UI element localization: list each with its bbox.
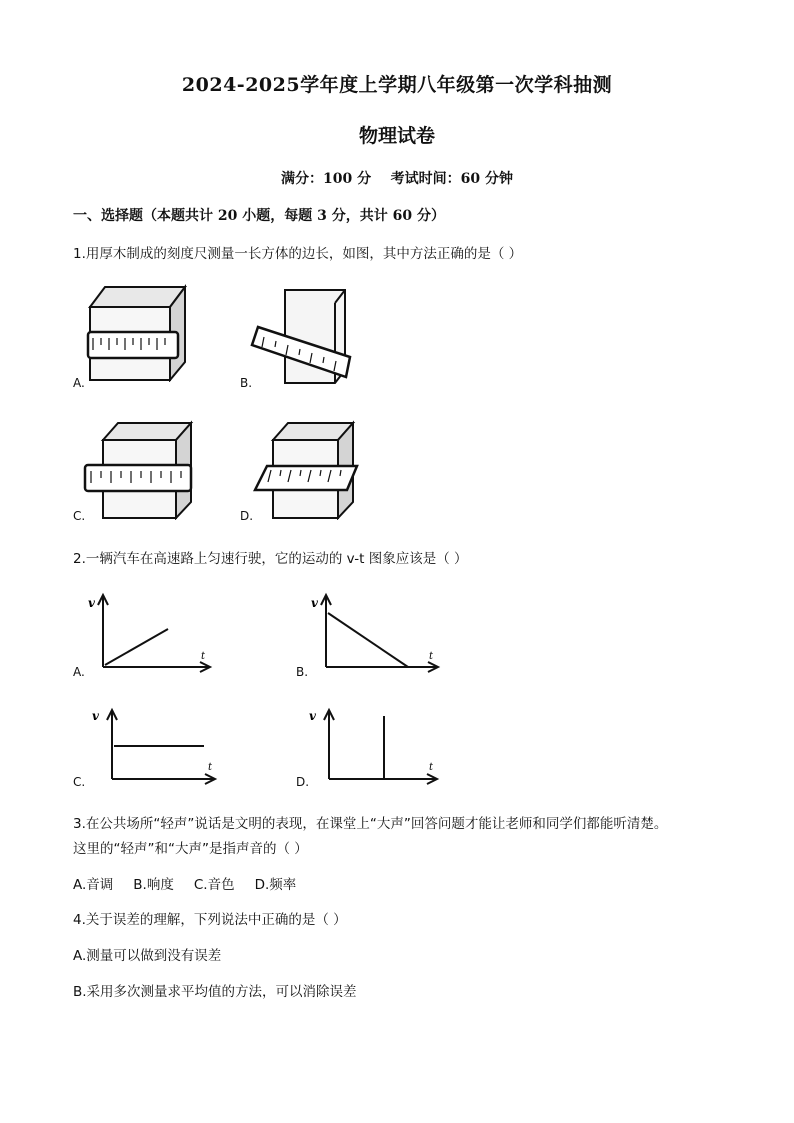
q2c-axis-t: t bbox=[208, 762, 213, 773]
q3-option-b: B.响度 bbox=[133, 877, 174, 893]
q2-graph-c bbox=[88, 702, 223, 787]
q2-label-c: C. bbox=[73, 775, 86, 789]
q2-label-b: B. bbox=[296, 665, 309, 679]
q2a-axis-t: t bbox=[201, 651, 206, 662]
q2b-axis-t: t bbox=[429, 651, 434, 662]
question-3-stem-line2: 这里的“轻声”和“大声”是指声音的（ ） bbox=[73, 841, 308, 857]
question-1-stem: 1.用厚木制成的刻度尺测量一长方体的边长，如图，其中方法正确的是（ ） bbox=[73, 246, 523, 262]
question-4-stem: 4.关于误差的理解，下列说法中正确的是（ ） bbox=[73, 912, 347, 928]
q4-option-a: A.测量可以做到没有误差 bbox=[73, 948, 222, 964]
q2a-axis-v: v bbox=[88, 596, 95, 610]
question-3-options bbox=[73, 873, 316, 893]
section-heading-choice: 一、选择题（本题共计 20 小题，每题 3 分，共计 60 分） bbox=[73, 208, 445, 224]
q1-figure-b bbox=[250, 285, 360, 385]
question-3-stem-line1: 3.在公共场所“轻声”说话是文明的表现，在课堂上“大声”回答问题才能让老师和同学们都能听清楚。 bbox=[73, 816, 668, 832]
q1-figure-d bbox=[253, 420, 363, 520]
q2-graph-b bbox=[306, 585, 446, 675]
q2d-axis-t: t bbox=[429, 762, 434, 773]
question-2-stem: 2.一辆汽车在高速路上匀速行驶，它的运动的 v-t 图象应该是（ ） bbox=[73, 551, 468, 567]
q3-option-d: D.频率 bbox=[254, 877, 297, 893]
q2b-axis-v: v bbox=[311, 596, 318, 610]
q4-option-b: B.采用多次测量求平均值的方法，可以消除误差 bbox=[73, 984, 357, 1000]
q3-option-a: A.音调 bbox=[73, 877, 114, 893]
q1-label-c: C. bbox=[73, 509, 86, 523]
q1-label-a: A. bbox=[73, 376, 85, 390]
q1-figure-a bbox=[85, 282, 190, 382]
q2d-axis-v: v bbox=[309, 709, 316, 723]
exam-title: 2024-2025学年度上学期八年级第一次学科抽测 bbox=[181, 74, 613, 96]
q1-label-d: D. bbox=[240, 509, 254, 523]
q2-graph-a bbox=[83, 585, 218, 675]
exam-subject: 物理试卷 bbox=[358, 125, 435, 147]
q1-label-b: B. bbox=[240, 376, 253, 390]
q1-figure-c bbox=[83, 420, 198, 520]
score-time-line: 满分：100 分 考试时间：60 分钟 bbox=[281, 171, 513, 187]
q2c-axis-v: v bbox=[92, 709, 99, 723]
q2-graph-d bbox=[305, 702, 445, 787]
q2-label-a: A. bbox=[73, 665, 85, 679]
q2-label-d: D. bbox=[296, 775, 310, 789]
q3-option-c: C.音色 bbox=[193, 877, 235, 893]
